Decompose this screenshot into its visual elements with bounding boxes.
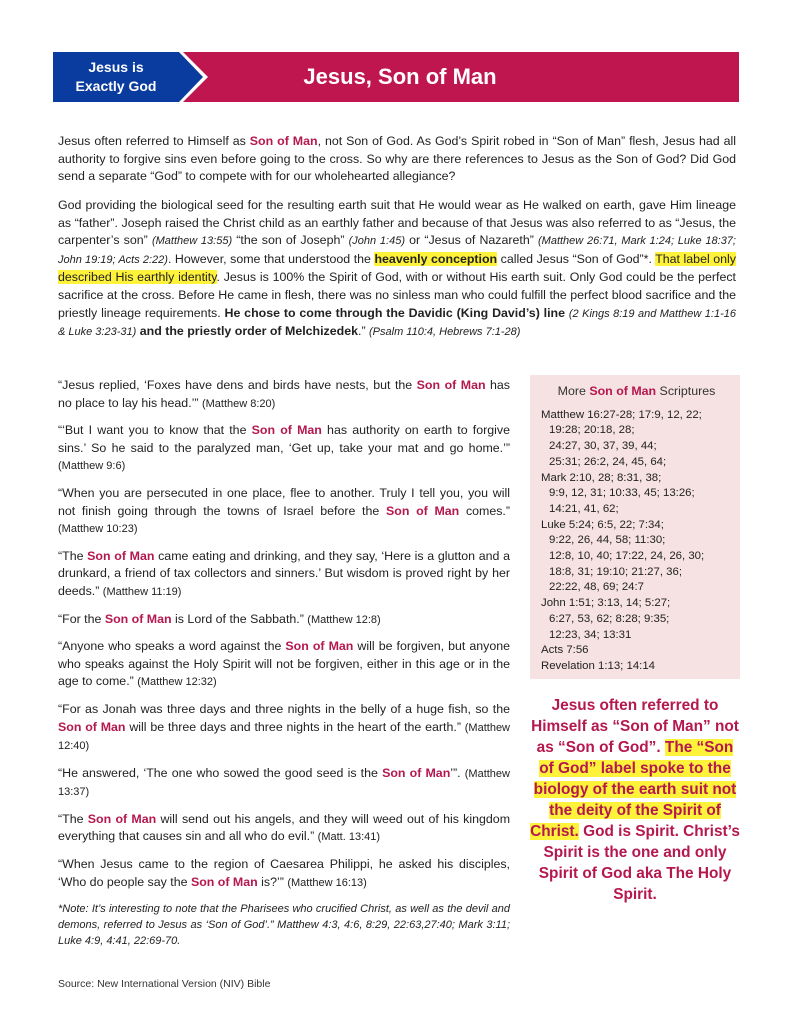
- son-of-man-term: Son of Man: [249, 134, 318, 148]
- scripture-ref-line: 25:31; 26:2, 24, 45, 64;: [549, 455, 667, 468]
- scripture-ref-line: Luke 5:24; 6:5, 22; 7:34;: [541, 518, 664, 531]
- scripture-ref-line: Matthew 16:27-28; 17:9, 12, 22;: [541, 408, 702, 421]
- quote-item: “Jesus replied, ‘Foxes have dens and birds have nests, but the Son of Man has no place to lay his head.’” (Matthew 8:20): [58, 378, 510, 410]
- tag-line-1: Jesus is: [88, 59, 144, 75]
- priestly-order-statement: and the priestly order of Melchizedek: [139, 324, 358, 339]
- scripture-ref-line: John 1:51; 3:13, 14; 5:27;: [541, 597, 671, 610]
- scripture-ref-line: Acts 7:56: [541, 644, 589, 657]
- quote-item: “For the Son of Man is Lord of the Sabbath.” (Matthew 12:8): [58, 611, 381, 626]
- quotes-column: [58, 377, 510, 958]
- highlight-earthly-identity: That label only described His earthly identity: [58, 251, 736, 285]
- quote-item: “When Jesus came to the region of Caesarea Philippi, he asked his disciples, ‘Who do people say the Son of Man is?’” (Matthew 16:13): [58, 857, 510, 889]
- scripture-ref-line: 12:23, 34; 13:31: [549, 628, 632, 641]
- scripture-ref-line: 14:21, 41, 62;: [549, 502, 619, 515]
- scripture-ref-line: 9:22, 26, 44, 58; 11:30;: [549, 534, 666, 547]
- quote-item: “When you are persecuted in one place, flee to another. Truly I tell you, you will not finish going through the towns of Israel before the Son of Man comes.” (Matthew 10:23): [58, 485, 511, 536]
- summary-callout: Jesus often referred to Himself as “Son of Man” not as “Son of God”. The “Son of God” label spoke to the biology of the earth suit not the deity of the Spirit of Christ. God is Spirit. Christ’s Spirit is the one and only Spirit of God aka The Holy Spirit.: [530, 697, 740, 903]
- highlight-heavenly-conception: heavenly conception: [374, 251, 498, 266]
- intro-paragraph-1: Jesus often referred to Himself as Son of Man, not Son of God. As God’s Spirit robed in “Son of Man” flesh, Jesus had all authority to forgive sins even before going to the cross. So why are there references to Jesus as the Son of God? Did God send a separate “God” to compete with for our wholehearted allegiance?: [58, 134, 737, 184]
- scripture-ref-line: 6:27, 53, 62; 8:28; 9:35;: [549, 612, 670, 625]
- scripture-ref-line: 22:22, 48, 69; 24:7: [549, 581, 645, 594]
- source-note: Source: New International Version (NIV) Bible: [58, 978, 271, 990]
- scripture-ref: (2 Kings 8:19 and Matthew 1:1-16 & Luke 3:23-31): [58, 307, 736, 339]
- quote-item: “For as Jonah was three days and three nights in the belly of a huge fish, so the Son of Man will be three days and three nights in the heart of the earth.” (Matthew 12:40): [58, 701, 511, 753]
- category-tag: [53, 58, 179, 96]
- tag-line-2: Exactly God: [75, 78, 157, 94]
- scripture-ref: (Matthew 13:55): [151, 235, 233, 248]
- quote-item: “The Son of Man came eating and drinking, and they say, ‘Here is a glutton and a drunkard, a friend of tax collectors and sinners.’ But wisdom is proved right by her deeds.” (Matthew 11:19): [58, 548, 511, 598]
- scripture-ref-line: 24:27, 30, 37, 39, 44;: [549, 440, 657, 453]
- scripture-ref-line: Mark 2:10, 28; 8:31, 38;: [541, 471, 662, 484]
- scripture-ref: (Matthew 26:71, Mark 1:24; Luke 18:37; John 19:19; Acts 2:22): [58, 235, 736, 266]
- intro-paragraph-2: God providing the biological seed for the resulting earth suit that He would wear as He walked on earth, gave Him lineage as “father”. Joseph raised the Christ child as an earthly father and because of that Jesus was also referred to as “Jesus, the carpenter’s son” (Matthew 13:55) “the son of Joseph” (John 1:45) or “Jesus of Nazareth” (Matthew 26:71, Mark 1:24; Luke 18:37; John 19:19; Acts 2:22). However, some that understood the heavenly conception called Jesus “Son of God”*. That label only described His earthly identity. Jesus is 100% the Spirit of God, with or without His earth suit. Only God could be the perfect sacrifice at the cross. Before He came in flesh, there was no sinless man who could fulfill the perfect blood sacrifice and the priestly lineage requirements. He chose to come through the Davidic (King David’s) line (2 Kings 8:19 and Matthew 1:1-16 & Luke 3:23-31) and the priestly order of Melchizedek.” (Psalm 110:4, Hebrews 7:1-28): [58, 198, 736, 339]
- quote-item: “Anyone who speaks a word against the Son of Man will be forgiven, but anyone who speaks against the Holy Spirit will not be forgiven, either in this age or in the age to come.” (Matthew 12:32): [58, 639, 511, 689]
- davidic-line-statement: He chose to come through the Davidic (King David’s) line: [224, 305, 566, 320]
- callout-highlight: The “Son of God” label spoke to the biology of the earth suit not the deity of the Spirit of Christ.: [530, 739, 737, 840]
- scripture-ref: (John 1:45): [348, 235, 405, 248]
- more-scriptures-box: [530, 375, 740, 679]
- scripture-ref-line: 9:9, 12, 31; 10:33, 45; 13:26;: [549, 487, 695, 500]
- quote-item: “The Son of Man will send out his angels, and they will weed out of his kingdom everything that causes sin and all who do evil.” (Matt. 13:41): [58, 811, 511, 844]
- scripture-ref-line: 19:28; 20:18, 28;: [549, 424, 635, 437]
- scriptures-box-title: More Son of Man Scriptures: [557, 384, 716, 398]
- scripture-ref-line: Revelation 1:13; 14:14: [541, 659, 655, 672]
- footnote: *Note: It’s interesting to note that the Pharisees who crucified Christ, as well as the devil and demons, referred to Jesus as ‘Son of God’.” Matthew 4:3, 4:6, 8:29, 22:63,27:40; Mark 3:11; Luke 4:9, 4:41, 22:69-70.: [58, 903, 510, 948]
- scripture-list: [541, 408, 732, 675]
- scripture-ref: (Psalm 110:4, Hebrews 7:1-28): [369, 326, 521, 339]
- quote-item: “He answered, ‘The one who sowed the good seed is the Son of Man’”. (Matthew 13:37): [58, 765, 510, 799]
- scripture-ref-line: 12:8, 10, 40; 17:22, 24, 26, 30;: [549, 550, 705, 563]
- quote-item: “‘But I want you to know that the Son of Man has authority on earth to forgive sins.’ So he said to the paralyzed man, ‘Get up, take your mat and go home.’” (Matthew 9:6): [58, 423, 510, 473]
- scripture-ref-line: 18:8, 31; 19:10; 21:27, 36;: [549, 565, 683, 578]
- page-title: Jesus, Son of Man: [303, 64, 497, 89]
